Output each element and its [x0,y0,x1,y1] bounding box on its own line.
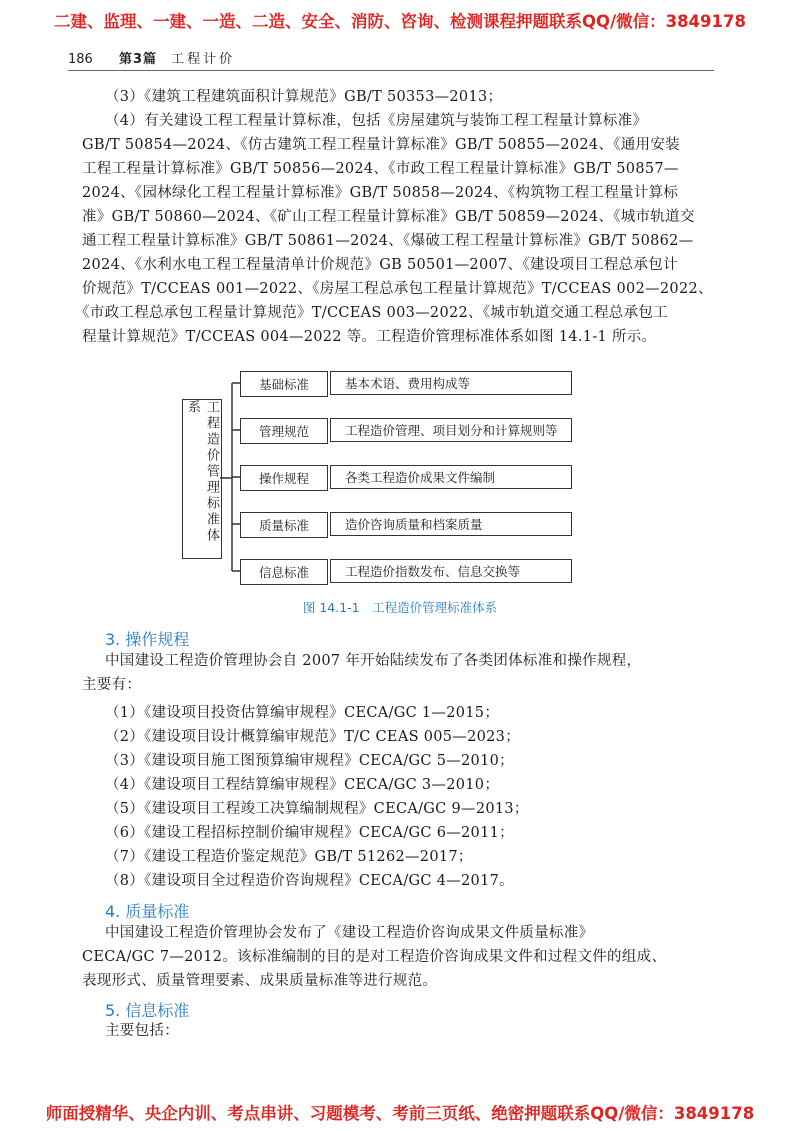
text-line: 准》GB/T 50860—2024、《矿山工程工程量计算标准》GB/T 50859—2024、《城市轨道交 [82,209,695,225]
text-line: 程量计算规范》T/CCEAS 004—2022 等。工程造价管理标准体系如图 14.1-1 所示。 [82,329,657,345]
header-rule [68,70,714,71]
list-item: （5）《建设项目工程竣工决算编制规程》CECA/GC 9—2013； [105,801,529,817]
list-item: （2）《建设项目设计概算编审规范》T/C CEAS 005—2023； [105,729,521,745]
list-item: （4）《建设项目工程结算编审规程》CECA/GC 3—2010； [105,777,500,793]
text-line: CECA/GC 7—2012。该标准编制的目的是对工程造价咨询成果文件和过程文件的组成、 [82,949,667,965]
diagram-desc-box: 各类工程造价成果文件编制 [330,465,572,489]
section-title: 5. 信息标准 [105,1001,190,1020]
list-item: （6）《建设工程招标控制价编审规程》CECA/GC 6—2011； [105,825,514,841]
diagram-desc-box: 工程造价指数发布、信息交换等 [330,559,572,583]
diagram-desc-box: 工程造价管理、项目划分和计算规则等 [330,418,572,442]
text-line: 《市政工程总承包工程量计算规范》T/CCEAS 003—2022、《城市轨道交通工程总承包工 [75,305,668,321]
text-line: 通工程工程量计算标准》GB/T 50861—2024、《爆破工程工程量计算标准》GB/T 50862— [82,233,694,249]
text-line: 工程工程量计算标准》GB/T 50856—2024、《市政工程工程量计算标准》GB/T 50857— [82,161,679,177]
text-line: （3）《建筑工程建筑面积计算规范》GB/T 50353—2013； [105,89,503,105]
section-title: 4. 质量标准 [105,902,190,921]
list-item: （8）《建设项目全过程造价咨询规程》CECA/GC 4—2017。 [105,873,514,889]
page-header [68,48,235,67]
list-item: （1）《建设项目投资估算编审规程》CECA/GC 1—2015； [105,705,500,721]
diagram-category-box: 管理规范 [240,418,328,444]
text-line: 中国建设工程造价管理协会发布了《建设工程造价咨询成果文件质量标准》 [105,925,594,941]
diagram-category-box: 质量标准 [240,512,328,538]
text-line: （4）有关建设工程工程量计算标准，包括《房屋建筑与装饰工程工程量计算标准》 [105,113,648,129]
page-number: 186 [68,52,93,67]
text-line: 2024、《水利水电工程工程量清单计价规范》GB 50501—2007、《建设项目工程总承包计 [82,257,678,273]
text-line: 价规范》T/CCEAS 001—2022、《房屋工程总承包工程量计算规范》T/CCEAS 002—2022、 [82,281,713,297]
text-line: GB/T 50854—2024、《仿古建筑工程工程量计算标准》GB/T 50855—2024、《通用安装 [82,137,680,153]
diagram-category-box: 操作规程 [240,465,328,491]
section-label: 工程计价 [171,52,236,67]
diagram-category-box: 信息标准 [240,559,328,585]
text-line: 2024、《园林绿化工程工程量计算标准》GB/T 50858—2024、《构筑物工程工程量计算标 [82,185,679,201]
diagram-category-box: 基础标准 [240,371,328,397]
text-line: 主要有： [82,677,142,693]
text-line: 表现形式、质量管理要素、成果质量标准等进行规范。 [82,973,438,989]
section-title: 3. 操作规程 [105,630,190,649]
figure-caption: 图 14.1-1 工程造价管理标准体系 [302,600,498,615]
list-item: （3）《建设项目施工图预算编审规程》CECA/GC 5—2010； [105,753,514,769]
list-item: （7）《建设工程造价鉴定规范》GB/T 51262—2017； [105,849,473,865]
bottom-promo-banner: 师面授精华、央企内训、考点串讲、习题模考、考前三页纸、绝密押题联系QQ/微信：3849178 [45,1104,755,1123]
diagram-desc-box: 造价咨询质量和档案质量 [330,512,572,536]
chapter-label: 第3篇 [118,52,158,67]
text-line: 主要包括： [105,1023,179,1039]
top-promo-banner: 二建、监理、一建、一造、二造、安全、消防、咨询、检测课程押题联系QQ/微信：3849178 [54,12,746,31]
text-line: 中国建设工程造价管理协会自 2007 年开始陆续发布了各类团体标准和操作规程， [105,653,642,669]
diagram-desc-box: 基本术语、费用构成等 [330,371,572,395]
diagram-root-box: 工程造价管理标准体系 [182,399,222,559]
